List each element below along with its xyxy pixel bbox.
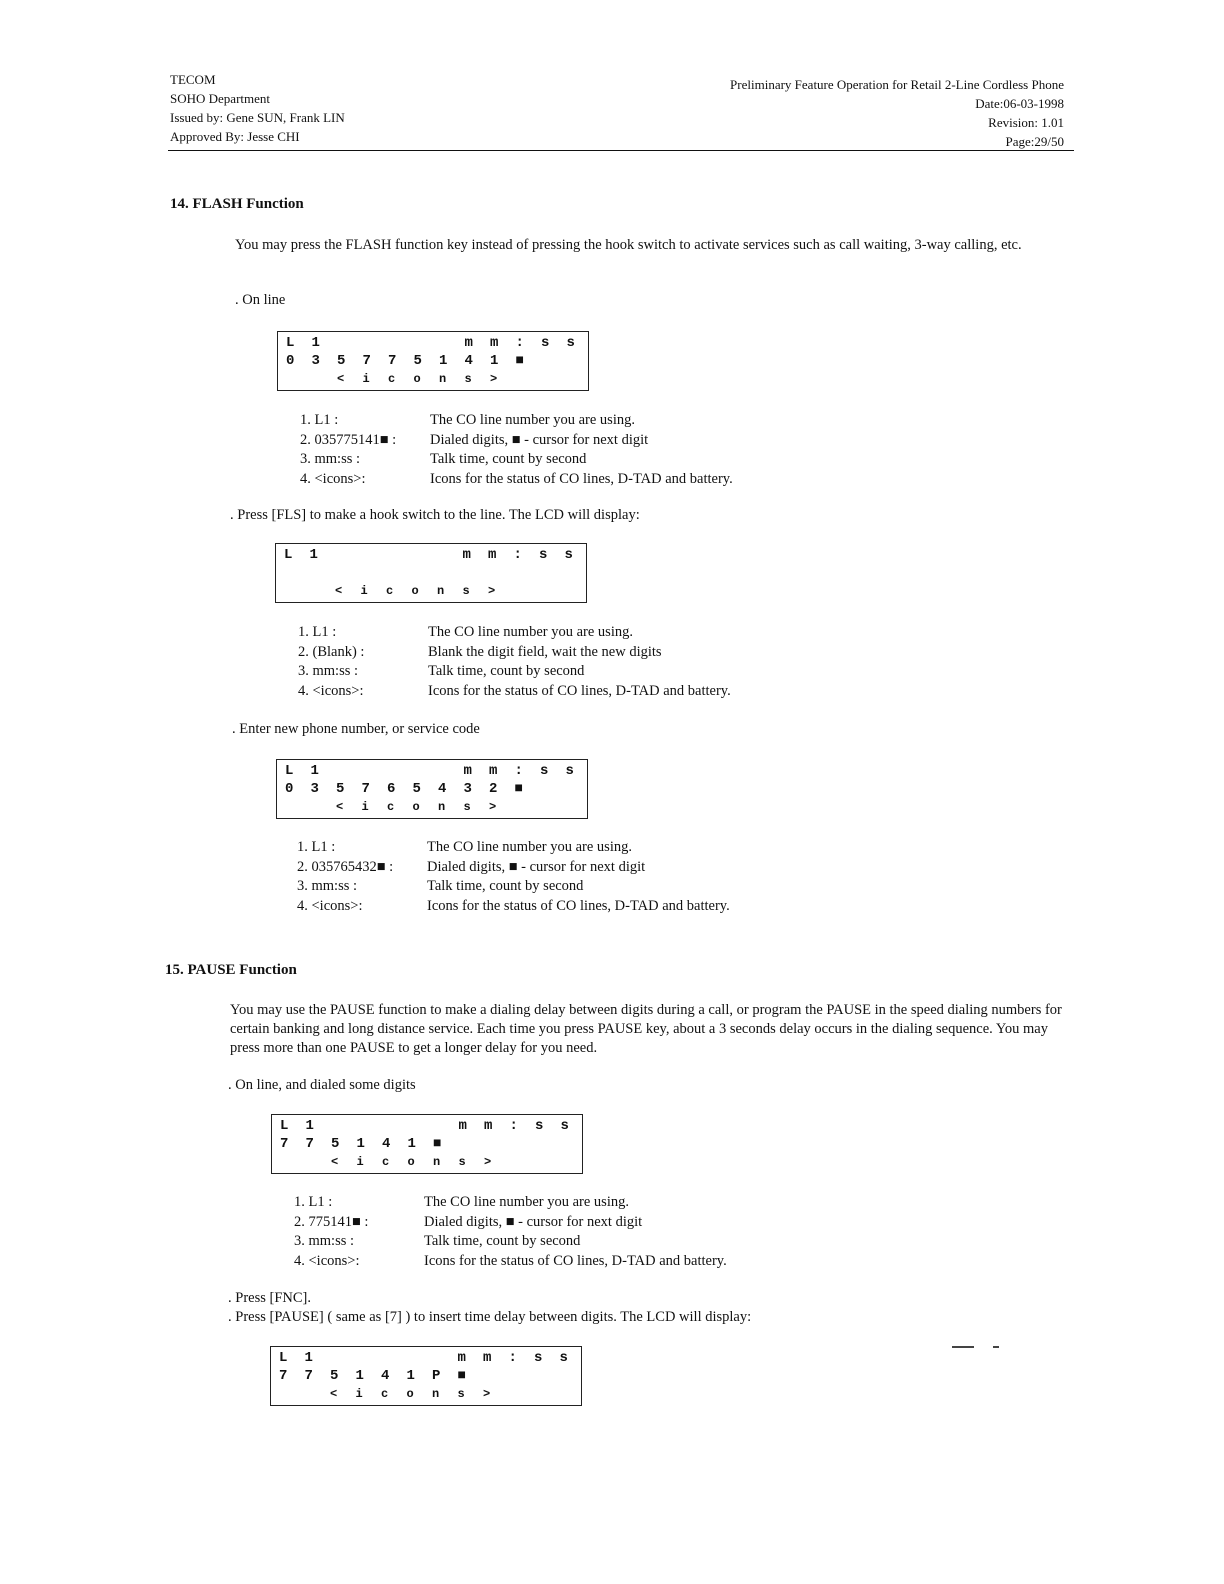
legend-row — [297, 897, 730, 917]
lcd-char: s — [534, 1350, 543, 1366]
lcd-char: ■ — [457, 1368, 466, 1384]
legend-row — [294, 1193, 727, 1213]
lcd-char: ■ — [515, 353, 524, 369]
lcd-display — [276, 759, 588, 819]
lcd-char: < — [337, 372, 345, 386]
lcd-char — [386, 564, 412, 582]
legend-value: The CO line number you are using. — [427, 839, 632, 855]
lcd-char: c — [382, 1155, 390, 1169]
legend-value: Talk time, count by second — [427, 878, 584, 894]
lcd-char — [310, 582, 336, 600]
legend-key: 1. L1 : — [298, 624, 337, 640]
lcd-char — [361, 564, 387, 582]
lcd-char: m — [483, 1350, 492, 1366]
lcd-char: m — [457, 1350, 466, 1366]
lcd-char: ■ — [514, 781, 523, 797]
s14-step-enter-number: . Enter new phone number, or service code — [232, 721, 480, 737]
lcd-char — [284, 564, 310, 582]
lcd-char: 4 — [438, 781, 447, 797]
lcd-char — [335, 564, 361, 582]
lcd-char: 1 — [304, 1350, 313, 1366]
legend-value: Talk time, count by second — [430, 451, 587, 467]
legend-value: Dialed digits, ■ - cursor for next digit — [427, 858, 646, 875]
lcd-char: s — [464, 372, 472, 386]
legend-key: 3. mm:ss : — [297, 878, 358, 894]
company-name: TECOM — [170, 72, 216, 87]
lcd-char: : — [509, 1118, 518, 1134]
lcd-char: 1 — [305, 1118, 314, 1134]
legend-value: Blank the digit field, wait the new digits — [428, 643, 662, 660]
lcd-legend — [294, 1193, 727, 1271]
lcd-char — [510, 1135, 536, 1153]
legend-value: Icons for the status of CO lines, D-TAD and battery. — [424, 1252, 727, 1269]
lcd-char: i — [361, 800, 369, 814]
legend-row — [298, 623, 731, 643]
issued-by: Issued by: Gene SUN, Frank LIN — [170, 110, 345, 125]
lcd-char: 1 — [309, 547, 318, 563]
lcd-char: i — [362, 372, 370, 386]
lcd-char — [284, 582, 310, 600]
lcd-row-2 — [284, 564, 590, 582]
lcd-char: m — [488, 547, 497, 563]
lcd-char: s — [560, 1118, 569, 1134]
lcd-char: > — [488, 584, 496, 598]
department: SOHO Department — [170, 91, 271, 106]
lcd-row-1 — [280, 1117, 586, 1135]
lcd-char: 3 — [311, 353, 320, 369]
lcd-char: < — [331, 1155, 339, 1169]
lcd-char — [561, 1153, 587, 1171]
lcd-char: n — [437, 584, 445, 598]
lcd-char — [286, 370, 312, 388]
lcd-char — [432, 1349, 458, 1367]
lcd-char: 0 — [285, 781, 294, 797]
lcd-char: ■ — [433, 1136, 442, 1152]
lcd-char: s — [535, 1118, 544, 1134]
lcd-char: 7 — [304, 1368, 313, 1384]
legend-key: 4. <icons>: — [297, 897, 363, 914]
lcd-char — [305, 1385, 331, 1403]
lcd-char: 6 — [387, 781, 396, 797]
lcd-char — [484, 1135, 510, 1153]
lcd-char: 1 — [490, 353, 499, 369]
legend-row — [294, 1232, 727, 1252]
page-number: Page:29/50 — [1005, 134, 1064, 149]
lcd-char: s — [540, 763, 549, 779]
lcd-char: > — [483, 1387, 491, 1401]
legend-row — [297, 877, 730, 897]
lcd-char: 3 — [310, 781, 319, 797]
lcd-char — [566, 780, 592, 798]
legend-row — [294, 1213, 727, 1233]
lcd-char: i — [355, 1387, 363, 1401]
lcd-char — [335, 546, 361, 564]
lcd-char: 7 — [388, 353, 397, 369]
lcd-row-3 — [284, 582, 590, 600]
lcd-char — [311, 798, 337, 816]
s15-step-press-pause: . Press [PAUSE] ( same as [7] ) to insert time delay between digits. The LCD will display: — [228, 1309, 752, 1325]
legend-key: 3. mm:ss : — [300, 451, 361, 467]
lcd-char: s — [559, 1350, 568, 1366]
lcd-char: 7 — [279, 1368, 288, 1384]
lcd-char — [381, 1349, 407, 1367]
lcd-char: : — [514, 763, 523, 779]
lcd-char — [565, 582, 591, 600]
lcd-legend — [300, 411, 733, 489]
legend-key: 3. mm:ss : — [294, 1233, 355, 1249]
lcd-char: L — [280, 1118, 289, 1134]
doc-revision: Revision: 1.01 — [988, 115, 1064, 130]
lcd-char — [386, 546, 412, 564]
lcd-char: 4 — [382, 1136, 391, 1152]
lcd-char — [514, 564, 540, 582]
lcd-char: i — [356, 1155, 364, 1169]
lcd-char: 4 — [381, 1368, 390, 1384]
lcd-char — [363, 334, 389, 352]
lcd-char: 1 — [311, 335, 320, 351]
lcd-row-1 — [284, 546, 590, 564]
lcd-char: c — [386, 584, 394, 598]
lcd-row-3 — [285, 798, 591, 816]
lcd-char — [540, 798, 566, 816]
lcd-char: m — [484, 1118, 493, 1134]
lcd-char: o — [407, 1155, 415, 1169]
lcd-legend — [298, 623, 731, 701]
doc-title: Preliminary Feature Operation for Retail 2-Line Cordless Phone — [730, 77, 1064, 92]
lcd-char: < — [335, 584, 343, 598]
lcd-char: : — [513, 547, 522, 563]
lcd-char: 4 — [464, 353, 473, 369]
lcd-char — [459, 1135, 485, 1153]
lcd-char — [413, 762, 439, 780]
lcd-char: o — [412, 800, 420, 814]
lcd-char: o — [406, 1387, 414, 1401]
lcd-char: m — [464, 335, 473, 351]
lcd-char — [382, 1117, 408, 1135]
lcd-char — [567, 370, 593, 388]
lcd-char: s — [539, 547, 548, 563]
lcd-char: 1 — [439, 353, 448, 369]
lcd-char: m — [463, 763, 472, 779]
lcd-char: o — [413, 372, 421, 386]
lcd-char: 7 — [280, 1136, 289, 1152]
lcd-display — [271, 1114, 583, 1174]
scan-artifact — [952, 1346, 974, 1348]
header-right — [730, 75, 1064, 151]
lcd-char — [463, 564, 489, 582]
legend-row — [298, 643, 731, 663]
lcd-char: n — [438, 800, 446, 814]
lcd-char — [439, 334, 465, 352]
lcd-char — [509, 1385, 535, 1403]
section-14-intro: You may press the FLASH function key instead of pressing the hook switch to activate services such as call waiting, 3-way calling, etc. — [235, 237, 1022, 253]
lcd-char — [337, 334, 363, 352]
lcd-row-3 — [280, 1153, 586, 1171]
legend-row — [300, 450, 733, 470]
lcd-char: 3 — [463, 781, 472, 797]
lcd-char: 7 — [362, 353, 371, 369]
lcd-char: P — [432, 1368, 441, 1384]
lcd-char: 5 — [412, 781, 421, 797]
lcd-char — [312, 370, 338, 388]
lcd-char: n — [432, 1387, 440, 1401]
legend-key: 3. mm:ss : — [298, 663, 359, 679]
lcd-char — [516, 370, 542, 388]
lcd-char: 1 — [407, 1136, 416, 1152]
legend-value: Talk time, count by second — [424, 1233, 581, 1249]
lcd-char: n — [439, 372, 447, 386]
lcd-char: : — [515, 335, 524, 351]
lcd-char — [280, 1153, 306, 1171]
lcd-row-1 — [285, 762, 591, 780]
legend-key: 4. <icons>: — [294, 1252, 360, 1269]
lcd-row-2 — [286, 352, 592, 370]
lcd-char — [510, 1153, 536, 1171]
section-15-intro: You may use the PAUSE function to make a dialing delay between digits during a call, or program the PAUSE in the speed dialing numbers for certain banking and long distance service. Each time you press PAUSE key, about a 3 seconds delay occurs in the dialing sequence. You may press more than one PAUSE to get a longer delay for you need. — [230, 1002, 1062, 1056]
lcd-char — [310, 564, 336, 582]
lcd-char — [541, 352, 567, 370]
lcd-char — [414, 334, 440, 352]
lcd-char — [407, 1349, 433, 1367]
legend-value: Icons for the status of CO lines, D-TAD and battery. — [430, 470, 733, 487]
legend-value: The CO line number you are using. — [424, 1194, 629, 1210]
lcd-char — [539, 564, 565, 582]
lcd-char — [515, 798, 541, 816]
lcd-char — [567, 352, 593, 370]
lcd-char: L — [284, 547, 293, 563]
lcd-char — [437, 546, 463, 564]
lcd-char: 1 — [406, 1368, 415, 1384]
lcd-char — [438, 762, 464, 780]
lcd-char — [362, 762, 388, 780]
lcd-char — [412, 564, 438, 582]
lcd-char: c — [388, 372, 396, 386]
lcd-char — [412, 546, 438, 564]
lcd-row-1 — [286, 334, 592, 352]
lcd-char: 5 — [336, 781, 345, 797]
lcd-row-2 — [285, 780, 591, 798]
s14-step-press-fls: . Press [FLS] to make a hook switch to the line. The LCD will display: — [230, 507, 640, 523]
lcd-char: > — [484, 1155, 492, 1169]
lcd-char: 7 — [305, 1136, 314, 1152]
legend-row — [300, 470, 733, 490]
lcd-char: s — [457, 1387, 465, 1401]
scan-artifact — [993, 1346, 999, 1348]
lcd-char — [534, 1367, 560, 1385]
s14-step-on-line: . On line — [235, 292, 286, 308]
legend-row — [300, 431, 733, 451]
lcd-char: s — [564, 547, 573, 563]
lcd-char — [306, 1153, 332, 1171]
lcd-char — [561, 1135, 587, 1153]
lcd-row-2 — [280, 1135, 586, 1153]
legend-key: 2. 775141■ : — [294, 1213, 369, 1230]
legend-value: The CO line number you are using. — [430, 412, 635, 428]
legend-row — [298, 662, 731, 682]
doc-date: Date:06-03-1998 — [975, 96, 1064, 111]
lcd-char — [488, 564, 514, 582]
lcd-char: > — [490, 372, 498, 386]
lcd-char — [331, 1117, 357, 1135]
legend-value: The CO line number you are using. — [428, 624, 633, 640]
legend-row — [294, 1252, 727, 1272]
lcd-char: c — [381, 1387, 389, 1401]
lcd-row-3 — [286, 370, 592, 388]
section-14-title: 14. FLASH Function — [170, 196, 304, 212]
lcd-char: s — [565, 763, 574, 779]
s15-step-on-line: . On line, and dialed some digits — [228, 1077, 416, 1093]
lcd-char — [387, 762, 413, 780]
legend-value: Icons for the status of CO lines, D-TAD and battery. — [428, 682, 731, 699]
lcd-char: L — [279, 1350, 288, 1366]
lcd-char — [437, 564, 463, 582]
header-left — [170, 70, 345, 146]
lcd-char — [535, 1135, 561, 1153]
lcd-char: m — [462, 547, 471, 563]
lcd-char — [566, 798, 592, 816]
section-15-title: 15. PAUSE Function — [165, 962, 297, 978]
lcd-char — [285, 798, 311, 816]
lcd-char: L — [285, 763, 294, 779]
lcd-char: L — [286, 335, 295, 351]
legend-row — [300, 411, 733, 431]
lcd-char: < — [336, 800, 344, 814]
lcd-char — [514, 582, 540, 600]
legend-key: 1. L1 : — [300, 412, 339, 428]
lcd-char — [361, 546, 387, 564]
lcd-char — [509, 1367, 535, 1385]
legend-row — [297, 858, 730, 878]
lcd-char: : — [508, 1350, 517, 1366]
lcd-char: 5 — [413, 353, 422, 369]
lcd-char — [539, 582, 565, 600]
lcd-char: o — [411, 584, 419, 598]
approved-by: Approved By: Jesse CHI — [170, 129, 300, 144]
lcd-char — [560, 1367, 586, 1385]
lcd-char: m — [489, 763, 498, 779]
lcd-row-2 — [279, 1367, 585, 1385]
lcd-char: < — [330, 1387, 338, 1401]
lcd-char: n — [433, 1155, 441, 1169]
lcd-row-1 — [279, 1349, 585, 1367]
lcd-char — [560, 1385, 586, 1403]
legend-value: Dialed digits, ■ - cursor for next digit — [430, 431, 649, 448]
lcd-char: m — [490, 335, 499, 351]
lcd-char: i — [360, 584, 368, 598]
lcd-char: 1 — [356, 1136, 365, 1152]
s15-step-press-fnc: . Press [FNC]. — [228, 1290, 311, 1306]
lcd-char — [433, 1117, 459, 1135]
lcd-legend — [297, 838, 730, 916]
lcd-char: s — [463, 800, 471, 814]
lcd-char — [540, 780, 566, 798]
lcd-char: c — [387, 800, 395, 814]
lcd-char — [534, 1385, 560, 1403]
legend-key: 4. <icons>: — [300, 470, 366, 487]
legend-key: 1. L1 : — [297, 839, 336, 855]
lcd-display — [270, 1346, 582, 1406]
lcd-char: s — [458, 1155, 466, 1169]
legend-key: 1. L1 : — [294, 1194, 333, 1210]
legend-value: Icons for the status of CO lines, D-TAD and battery. — [427, 897, 730, 914]
lcd-row-3 — [279, 1385, 585, 1403]
lcd-char: 5 — [330, 1368, 339, 1384]
lcd-char — [565, 564, 591, 582]
lcd-char — [483, 1367, 509, 1385]
lcd-char — [357, 1117, 383, 1135]
header-divider — [168, 150, 1074, 151]
lcd-char: > — [489, 800, 497, 814]
lcd-char: s — [566, 335, 575, 351]
lcd-char: 0 — [286, 353, 295, 369]
legend-row — [298, 682, 731, 702]
lcd-char — [330, 1349, 356, 1367]
lcd-char: 5 — [337, 353, 346, 369]
lcd-char — [541, 370, 567, 388]
lcd-char — [356, 1349, 382, 1367]
lcd-char — [388, 334, 414, 352]
lcd-char — [279, 1385, 305, 1403]
lcd-char: m — [458, 1118, 467, 1134]
legend-key: 4. <icons>: — [298, 682, 364, 699]
lcd-char — [336, 762, 362, 780]
legend-value: Talk time, count by second — [428, 663, 585, 679]
legend-row — [297, 838, 730, 858]
legend-key: 2. 035775141■ : — [300, 431, 397, 448]
legend-key: 2. (Blank) : — [298, 643, 365, 660]
lcd-char: s — [462, 584, 470, 598]
lcd-char: s — [541, 335, 550, 351]
legend-value: Dialed digits, ■ - cursor for next digit — [424, 1213, 643, 1230]
lcd-char — [535, 1153, 561, 1171]
lcd-display — [275, 543, 587, 603]
legend-key: 2. 035765432■ : — [297, 858, 394, 875]
lcd-char: 2 — [489, 781, 498, 797]
lcd-char — [408, 1117, 434, 1135]
lcd-char: 7 — [361, 781, 370, 797]
lcd-char: 1 — [310, 763, 319, 779]
lcd-display — [277, 331, 589, 391]
lcd-char: 1 — [355, 1368, 364, 1384]
lcd-char: 5 — [331, 1136, 340, 1152]
